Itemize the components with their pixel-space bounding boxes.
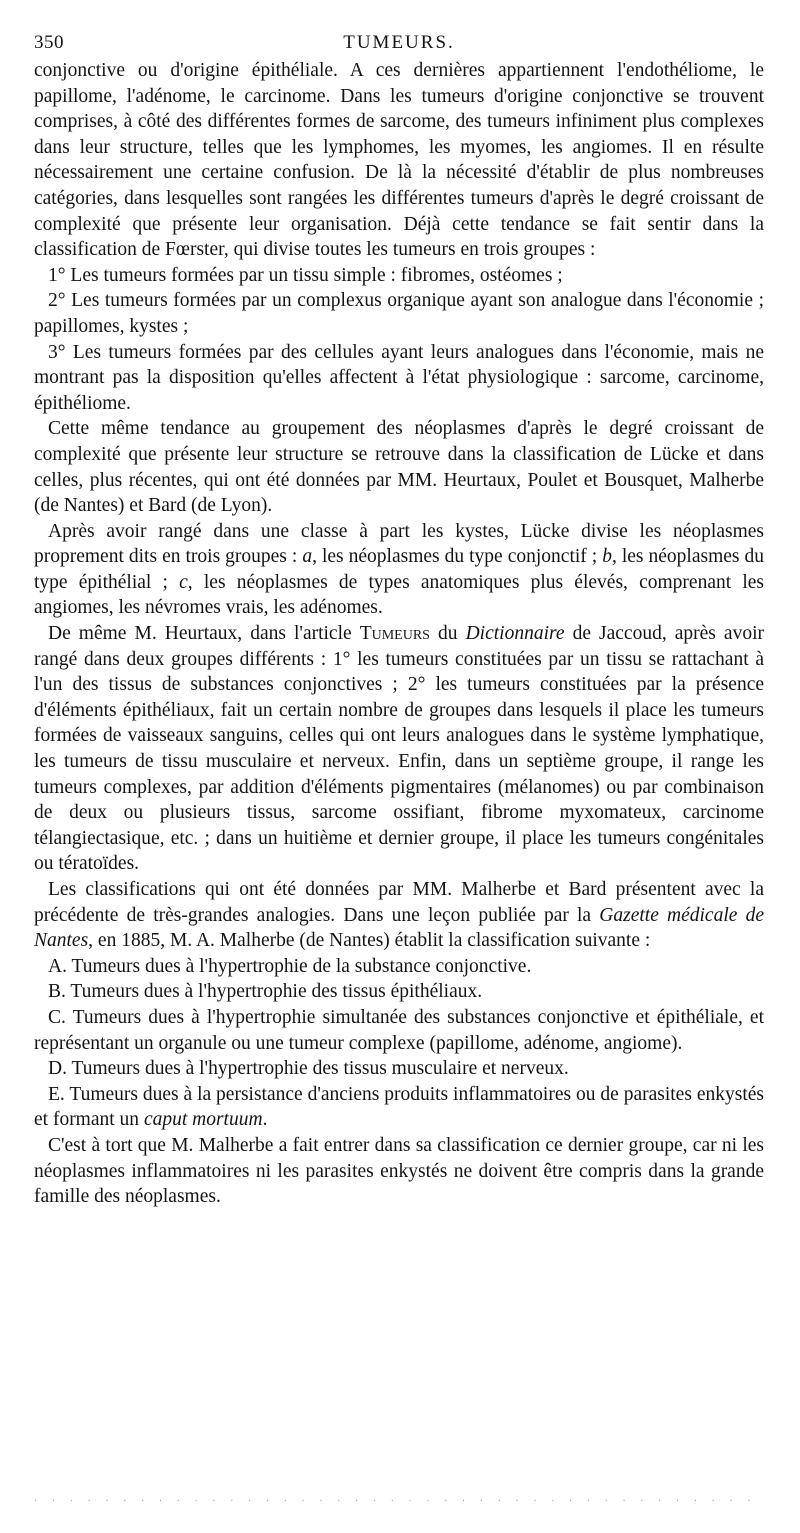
paragraph-lucke	[34, 519, 764, 621]
classification-item-d: D. Tumeurs dues à l'hypertrophie des tissus musculaire et nerveux.	[48, 1058, 569, 1080]
heurtaux-text-3: de Jaccoud, après avoir rangé dans deux groupes différents : 1° les tumeurs constituées par un tissu se rattachant à l'un des tissus de substances conjonctives ; 2° les tumeurs constituées par la présence d'éléments épithéliaux, fait un certain nombre de groupes dans lesquels il place les tumeurs formées de vaisseaux sanguins, celles qui ont leurs analogues dans le système lymphatique, les tumeurs de tissu musculaire et nerveux. Enfin, dans un septième groupe, il range les tumeurs complexes, par addition d'éléments pigmentaires (mélanomes) ou par combinaison de deux ou plusieurs tissus, sarcome ossifiant, fibrome myxomateux, carcinome télangiectasique, etc. ; dans un huitième et dernier groupe, il place les tumeurs congénitales ou tératoïdes.	[34, 623, 765, 875]
dictionnaire-title: Dictionnaire	[465, 623, 565, 645]
classification-item-a: A. Tumeurs dues à l'hypertrophie de la substance conjonctive.	[48, 955, 532, 977]
paragraph-heurtaux	[34, 621, 764, 877]
heurtaux-text-2: du	[429, 623, 466, 645]
paragraph-tendance: Cette même tendance au groupement des néoplasmes d'après le degré croissant de complexité que présente leur structure se retrouve dans la classification de Lücke et dans celles, plus récentes, qui ont été données par MM. Heurtaux, Poulet et Bousquet, Malherbe (de Nantes) et Bard (de Lyon).	[34, 418, 764, 517]
foerster-group-2: 2° Les tumeurs formées par un complexus organique ayant son analogue dans l'économie ; papillomes, kystes ;	[34, 290, 764, 337]
heurtaux-text-1: De même M. Heurtaux, dans l'article	[48, 623, 360, 645]
lucke-letter-a: a	[302, 546, 313, 568]
gazette-title: Gazette médicale de Nantes	[34, 904, 764, 952]
item-e-text-2: .	[262, 1109, 268, 1131]
item-e-text-1: E. Tumeurs dues à la persistance d'anciens produits inflammatoires ou de parasites enkystés et formant un	[34, 1083, 764, 1131]
paragraph-malherbe	[34, 877, 764, 954]
caput-mortuum: caput mortuum	[143, 1109, 263, 1131]
page-number: 350	[34, 32, 64, 53]
article-title-tumeurs: Tumeurs	[359, 623, 430, 645]
foerster-group-3: 3° Les tumeurs formées par des cellules ayant leurs analogues dans l'économie, mais ne montrant pas la disposition qu'elles affectent à l'état physiologique : sarcome, carcinome, épithéliome.	[34, 341, 764, 414]
bleed-through-dots: · · · · · · · · · · · · · · · · · · · · · · · · · · · · · · · · · · · · · · · · ·	[34, 1496, 757, 1507]
foerster-group-1: 1° Les tumeurs formées par un tissu simple : fibromes, ostéomes ;	[48, 264, 563, 286]
classification-item-e	[34, 1082, 764, 1133]
malherbe-text-2: , en 1885, M. A. Malherbe (de Nantes) établit la classification suivante :	[88, 930, 651, 952]
paragraph-conclusion: C'est à tort que M. Malherbe a fait entrer dans sa classification ce dernier groupe, car ni les néoplasmes inflammatoires ni les parasites enkystés ne doivent être compris dans la grande famille des néoplasmes.	[34, 1134, 764, 1208]
classification-item-c: C. Tumeurs dues à l'hypertrophie simultanée des substances conjonctive et épithéliale, et représentant un organule ou une tumeur complexe (papillome, adénome, angiome).	[34, 1006, 764, 1054]
malherbe-text-1: Les classifications qui ont été données par MM. Malherbe et Bard présentent avec la précédente de très-grandes analogies. Dans une leçon publiée par la	[34, 879, 764, 926]
lucke-text-3: , les néoplasmes du type épithélial ;	[34, 546, 765, 593]
paragraph-intro: conjonctive ou d'origine épithéliale. A ces dernières appartiennent l'endothéliome, le papillome, l'adénome, le carcinome. Dans les tumeurs d'origine conjonctive se trouvent comprises, à côté des différentes formes de sarcome, des tumeurs infiniment plus complexes dans leur structure, telles que les lymphomes, les myomes, les angiomes. Il en résulte nécessairement une certaine confusion. De là la nécessité d'établir de plus nombreuses catégories, dans lesquelles sont rangées les différentes tumeurs d'après le degré croissant de complexité que présente leur organisation. Déjà cette tendance se fait sentir dans la classification de Fœrster, qui divise toutes les tumeurs en trois groupes :	[34, 60, 764, 261]
lucke-letter-c: c	[179, 571, 188, 593]
lucke-text-1: Après avoir rangé dans une classe à part les kystes, Lücke divise les néoplasmes proprement dits en trois groupes :	[34, 520, 764, 568]
lucke-text-4: , les néoplasmes de types anatomiques plus élevés, comprenant les angiomes, les névromes vrais, les adénomes.	[34, 571, 765, 619]
running-title: TUMEURS.	[343, 32, 455, 53]
classification-item-b: B. Tumeurs dues à l'hypertrophie des tissus épithéliaux.	[48, 981, 483, 1003]
lucke-letter-b: b	[602, 546, 612, 568]
lucke-text-2: , les néoplasmes du type conjonctif ;	[312, 546, 603, 568]
book-page	[34, 30, 764, 1210]
page-header	[34, 30, 764, 58]
